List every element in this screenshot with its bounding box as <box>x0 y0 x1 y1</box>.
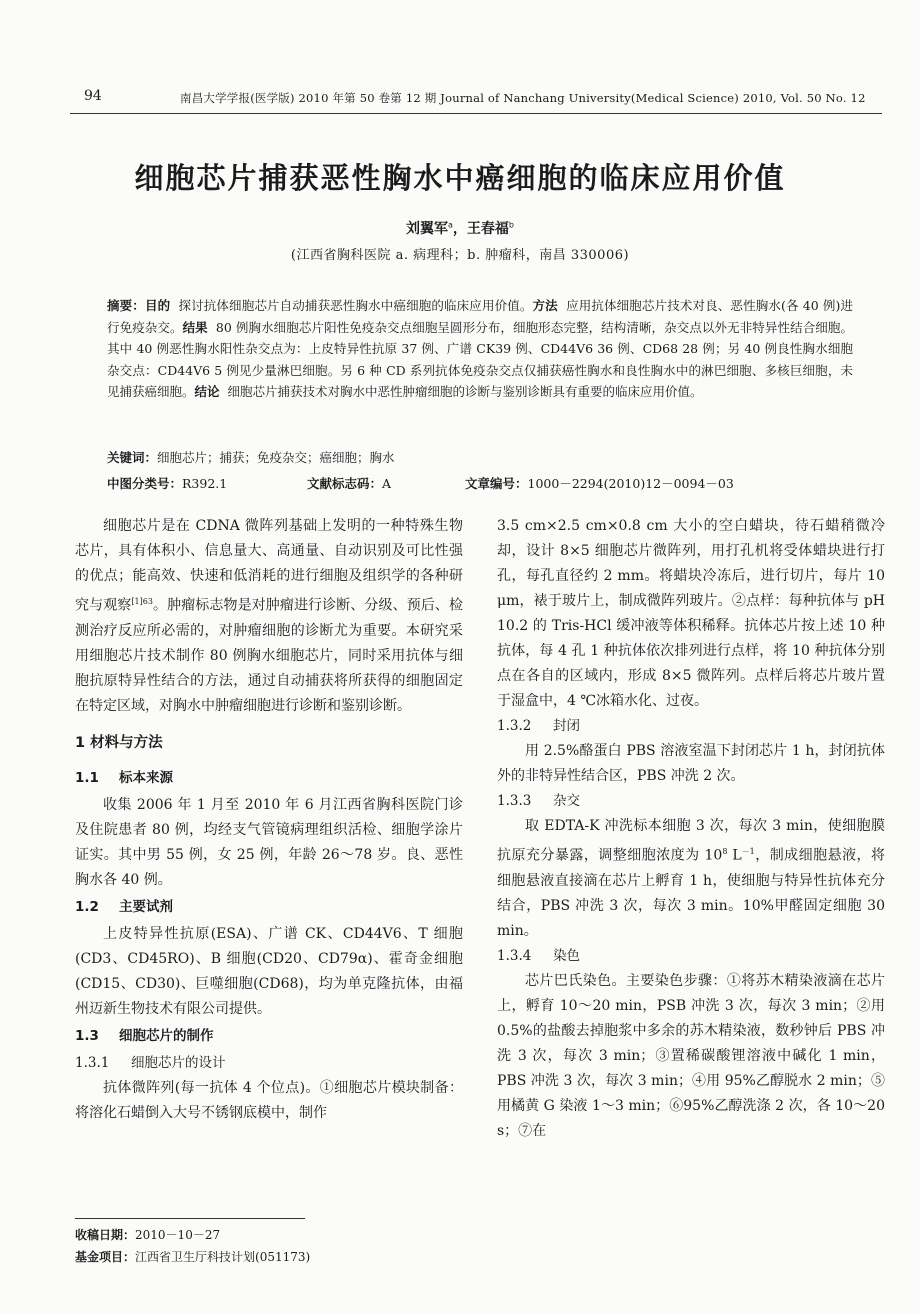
objective-text: 探讨抗体细胞芯片自动捕获恶性胸水中癌细胞的临床应用价值。 <box>178 298 533 313</box>
right-column <box>497 514 885 1144</box>
subsubsection-heading <box>497 714 885 739</box>
received-value: 2010－10－27 <box>135 1228 221 1242</box>
superscript: －1 <box>741 847 755 856</box>
methods-label: 方法 <box>532 298 558 313</box>
subsubsection-title: 封闭 <box>553 718 580 734</box>
subsection-heading <box>75 895 463 920</box>
subsection-number: 1.3 <box>75 1027 99 1044</box>
keywords-text: 细胞芯片；捕获；免疫杂交；癌细胞；胸水 <box>157 450 395 465</box>
received-label: 收稿日期： <box>75 1228 136 1242</box>
subsection-heading <box>75 766 463 791</box>
conclusion-text: 细胞芯片捕获技术对胸水中恶性肿瘤细胞的诊断与鉴别诊断具有重要的临床应用价值。 <box>227 384 703 399</box>
citation: [1]63 <box>131 597 153 606</box>
intro-text: 。肿瘤标志物是对肿瘤进行诊断、分级、预后、检测治疗反应所必需的，对肿瘤细胞的诊断尤为重要。本研究采用细胞芯片技术制作 80 例胸水细胞芯片，同时采用抗体与细胞抗原特异性结合的方法，通过自动捕获将所获得的细胞固定在特定区域，对胸水中肿瘤细胞进行诊断和鉴别诊断。 <box>75 597 464 714</box>
author-separator: ， <box>452 221 467 237</box>
body-paragraph <box>497 814 885 944</box>
article-number <box>465 474 734 492</box>
keywords-label: 关键词： <box>107 450 158 465</box>
article-value: 1000－2294(2010)12－0094－03 <box>527 476 734 491</box>
author-line <box>0 218 920 238</box>
fund-value: 江西省卫生厅科技计划(051173) <box>135 1250 311 1264</box>
fund-label: 基金项目： <box>75 1250 136 1264</box>
author-name: 刘翼军 <box>406 221 448 237</box>
intro-text: 细胞芯片是在 CDNA 微阵列基础上发明的一种特殊生物芯片，具有体积小、信息量大、高通量、自动识别及可比性强的优点；能高效、快速和低消耗的进行细胞及组织学的各种研究与观察 <box>75 518 463 614</box>
body-paragraph: 上皮特异性抗原(ESA)、广谱 CK、CD44V6、T 细胞(CD3、CD45RO)、B 细胞(CD20、CD79α)、霍奇金细胞(CD15、CD30)、巨噬细胞(CD68)，均为单克隆抗体，由福州迈新生物技术有限公司提供。 <box>75 925 463 1017</box>
document-code <box>307 474 391 492</box>
subsubsection-heading <box>75 1051 463 1076</box>
fund-project <box>75 1248 310 1265</box>
running-header <box>70 88 882 110</box>
subsubsection-number: 1.3.3 <box>497 793 532 809</box>
body-paragraph: 收集 2006 年 1 月至 2010 年 6 月江西省胸科医院门诊及住院患者 80 例，均经支气管镜病理组织活检、细胞学涂片证实。其中男 55 例，女 25 例，年龄 26～78 岁。良、恶性胸水各 40 例。 <box>75 796 463 888</box>
clc-value: R392.1 <box>182 476 228 491</box>
subsubsection-heading <box>497 944 885 969</box>
affiliation: (江西省胸科医院 a. 病理科；b. 肿瘤科，南昌 330006) <box>290 248 630 263</box>
header-rule <box>70 113 882 114</box>
intro-paragraph <box>75 514 463 719</box>
subsubsection-number: 1.3.4 <box>497 947 532 964</box>
body-text: 取 EDTA-K 冲洗标本细胞 3 次，每次 3 min，使细胞膜抗原充分暴露，调整细胞浓度为 10 <box>497 818 885 864</box>
keywords <box>107 448 395 466</box>
conclusion-label: 结论 <box>194 384 220 399</box>
methods-text: 应用抗体细胞芯片技术对良、恶性胸水(各 40 例)进行免疫杂交。 <box>107 298 853 335</box>
article-label: 文章编号： <box>465 476 528 491</box>
author-affil-mark: a <box>448 220 453 230</box>
subsection-title: 主要试剂 <box>119 898 173 915</box>
body-text: ，制成细胞悬液，将细胞悬液直接滴在芯片上孵育 1 h，使细胞与特异性抗体充分结合，PBS 冲洗 3 次，每次 3 min。10%甲醛固定细胞 30 min。 <box>497 847 886 939</box>
subsubsection-heading <box>497 789 885 814</box>
subsubsection-title: 染色 <box>553 947 580 964</box>
superscript: 8 <box>722 847 728 856</box>
clc-label: 中图分类号： <box>107 476 183 491</box>
article-title: 细胞芯片捕获恶性胸水中癌细胞的临床应用价值 <box>134 161 786 195</box>
subsubsection-number: 1.3.1 <box>75 1054 110 1071</box>
body-paragraph: 用 2.5%酪蛋白 PBS 溶液室温下封闭芯片 1 h，封闭抗体外的非特异性结合区，PBS 冲洗 2 次。 <box>497 743 885 784</box>
subsection-title: 标本来源 <box>119 769 173 786</box>
footnote-rule <box>75 1218 305 1219</box>
results-label: 结果 <box>182 319 208 335</box>
body-paragraph: 芯片巴氏染色。主要染色步骤：①将苏木精染液滴在芯片上，孵育 10～20 min，PSB 冲洗 3 次，每次 3 min；②用 0.5%的盐酸去掉胞浆中多余的苏木精染液，数秒钟后 PBS 冲洗 3 次，每次 3 min；③置稀碳酸锂溶液中碱化 1 min，PBS 冲洗 3 次，每次 3 min；④用 95%乙醇脱水 2 min；⑤用橘黄 G 染液 1～3 min；⑥95%乙醇洗涤 2 次，各 10～20 s；⑦在 <box>497 972 885 1139</box>
results-text: 80 例胸水细胞芯片阳性免疫杂交点细胞呈圆形分布，细胞形态完整，结构清晰，杂交点以外无非特异性结合细胞。其中 40 例恶性胸水阳性杂交点为：上皮特异性抗原 37 例、广谱 CK39 例、CD44V6 36 例、CD68 28 例；另 40 例良性胸水细胞杂交点：CD44V6 5 例见少量淋巴细胞。另 6 种 CD 系列抗体免疫杂交点仅捕获癌性胸水和良性胸水中的淋巴细胞、多核巨细胞，未见捕获癌细胞。 <box>107 319 853 399</box>
subsubsection-number: 1.3.2 <box>497 718 532 734</box>
subsection-heading <box>75 1024 463 1049</box>
doc-label: 文献标志码： <box>307 476 383 491</box>
left-column <box>75 514 463 1126</box>
page-number: 94 <box>84 88 102 104</box>
abstract-label: 摘要： <box>107 298 145 313</box>
subsection-number: 1.1 <box>75 769 99 786</box>
subsection-number: 1.2 <box>75 898 99 915</box>
journal-info: 南昌大学学报(医学版) 2010 年第 50 卷第 12 期 Journal of Nanchang University(Medical Science) 2010, Vol. 50 No. 12 <box>180 91 866 105</box>
abstract <box>107 295 853 403</box>
body-paragraph: 3.5 cm×2.5 cm×0.8 cm 大小的空白蜡块，待石蜡稍微冷却，设计 8×5 细胞芯片微阵列，用打孔机将受体蜡块进行打孔，每孔直径约 2 mm。将蜡块冷冻后，进行切片，每片 10 μm，裱于玻片上，制成微阵列玻片。②点样：每种抗体与 pH 10.2 的 Tris-HCl 缓冲液等体积稀释。抗体芯片按上述 10 种抗体，每 4 孔 1 种抗体依次排列进行点样，将 10 种抗体分别点在各自的区域内，形成 8×5 微阵列。点样后将芯片玻片置于湿盒中，4 ℃冰箱水化、过夜。 <box>497 518 885 709</box>
clc-number <box>107 474 227 492</box>
subsubsection-title: 杂交 <box>553 793 580 809</box>
subsubsection-title: 细胞芯片的设计 <box>131 1054 226 1071</box>
body-paragraph: 抗体微阵列(每一抗体 4 个位点)。①细胞芯片模块制备：将溶化石蜡倒入大号不锈钢底模中，制作 <box>75 1079 463 1121</box>
objective-label: 目的 <box>144 298 171 313</box>
subsection-title: 细胞芯片的制作 <box>119 1027 214 1044</box>
section-heading: 1 材料与方法 <box>75 734 163 751</box>
author-name: 王春福 <box>466 221 509 237</box>
doc-value: A <box>382 476 392 491</box>
received-date <box>75 1226 220 1243</box>
classification-line <box>107 474 853 492</box>
author-affil-mark: b <box>508 220 514 230</box>
body-text: L <box>727 847 742 864</box>
